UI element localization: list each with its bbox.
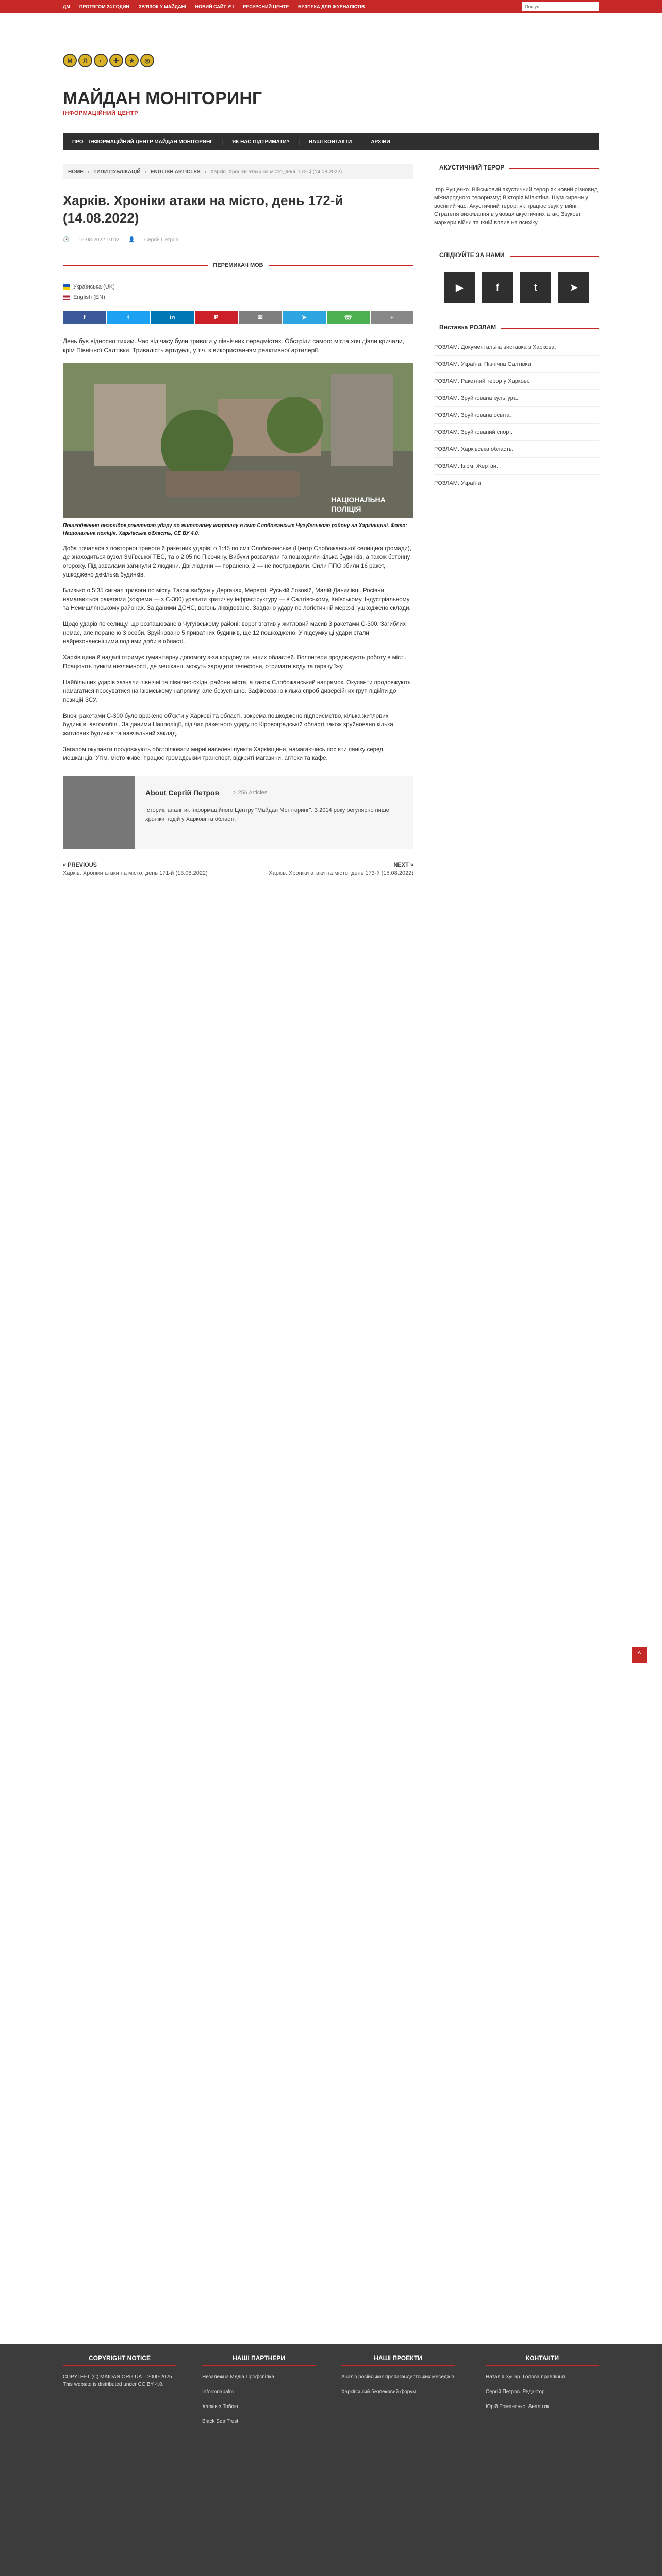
sidebar	[434, 164, 599, 492]
footer-link[interactable]: Сергій Петров. Редактор	[486, 2389, 545, 2395]
list-item[interactable]: РОЗЛАМ. Зруйнована культура.	[434, 390, 599, 407]
article-paragraph: Загалом окупанти продовжують обстрілювати мирні населені пункти Харківщини, намагаючись посіяти паніку серед мешканців. Утім, місто живе: працює громадський транспорт, відкриті магазини, аптеки та кафе.	[63, 747, 383, 761]
top-nav	[63, 4, 365, 9]
footer-link[interactable]: Наталія Зубар. Голова правління	[486, 2374, 565, 2380]
partner-logos	[63, 54, 154, 67]
flag-us-icon	[63, 295, 70, 300]
article-meta	[63, 237, 413, 243]
twitter-icon[interactable]: t	[520, 272, 551, 303]
breadcrumb-item[interactable]: HOME	[68, 168, 84, 175]
top-nav-item[interactable]: ПРОТЯГОМ 24 ГОДИН	[79, 4, 129, 9]
widget-heading: СЛІДКУЙТЕ ЗА НАМИ	[434, 251, 599, 262]
youtube-icon[interactable]: ▶	[444, 272, 475, 303]
logo-icon[interactable]: М	[63, 54, 77, 67]
exhibition-list	[434, 339, 599, 492]
breadcrumb-item[interactable]: ENGLISH ARTICLES	[150, 168, 201, 175]
footer-link[interactable]: Незалежна Медіа Профспілка	[202, 2374, 274, 2380]
main-nav-item[interactable]: АРХІВИ	[361, 139, 400, 145]
avatar[interactable]	[63, 776, 135, 849]
footer	[0, 2344, 662, 2576]
list-item[interactable]: РОЗЛАМ. Ракетний терор у Харкові.	[434, 373, 599, 390]
logo-icon[interactable]: ◎	[140, 54, 154, 67]
article-paragraph: Харківщина й надалі отримує гуманітарну допомогу з-за кордону та інших областей. Волонтери продовжують роботу в місті. Працюють пункти незламності, де мешканці можуть зарядити телефони, отримати воду та гарячу їжу.	[63, 655, 406, 670]
top-nav-item[interactable]: БЕЗПЕКА ДЛЯ ЖУРНАЛІСТІВ	[298, 4, 365, 9]
footer-link[interactable]: Аналіз російських пропагандистських меседжів	[341, 2374, 454, 2380]
main-nav-item[interactable]: ЯК НАС ПІДТРИМАТИ?	[223, 139, 300, 145]
email-share-button[interactable]: ✉	[239, 311, 282, 324]
footer-link[interactable]: Black Sea Trust	[202, 2419, 239, 2425]
author-name[interactable]: About Сергій Петров	[145, 789, 220, 797]
list-item[interactable]: РОЗЛАМ. Ізюм. Жертви.	[434, 458, 599, 475]
footer-column: КОНТАКТИ Наталія Зубар. Голова правління Сергій Петров. Редактор Юрій Романенко. Аналітик	[486, 2354, 599, 2418]
logo-icon[interactable]: Л	[78, 54, 92, 67]
widget-heading: Виставка РОЗЛАМ	[434, 324, 599, 334]
footer-column: НАШІ ПАРТНЕРИ Незалежна Медіа Профспілка Informnapalm Харків з Тобою Black Sea Trust	[202, 2354, 316, 2433]
site-header	[0, 13, 662, 116]
widget-text[interactable]: Ігор Рущенко. Військовий акустичний терор як новий різновид міжнародного тероризму; Вікторія Мілютіна. Шум сирени у воєнний час; Акустичний терор: як працює звук у війні; Стратегія виживання в умовах акустичних атак; Звукові маркери війни та їхній вплив на психіку.	[434, 187, 598, 226]
author-article-count: > 256 Articles	[233, 790, 268, 796]
top-nav-item[interactable]: ДМ	[63, 4, 70, 9]
telegram-share-button[interactable]: ➤	[283, 311, 325, 324]
top-bar	[0, 0, 662, 13]
language-option[interactable]: Українська (UK)	[63, 284, 413, 290]
scroll-to-top-button[interactable]: ^	[632, 1647, 647, 1663]
share-buttons	[63, 311, 413, 324]
site-title[interactable]: МАЙДАН МОНІТОРИНГ	[63, 89, 262, 108]
article-date: 15-08-2022 10:02	[78, 237, 120, 243]
user-icon: 👤	[128, 237, 135, 243]
top-nav-item[interactable]: ЗВ'ЯЗОК У МАЙДАНІ	[138, 4, 186, 9]
logo-icon[interactable]: ★	[125, 54, 139, 67]
top-nav-item[interactable]: НОВИЙ САЙТ УЧ	[195, 4, 234, 9]
post-navigation	[63, 862, 413, 876]
footer-link[interactable]: Харківський безпековий форум	[341, 2389, 416, 2395]
photo-caption: Пошкодження внаслідок ракетного удару по житловому кварталу в смт Слобожанське Чугуївського району на Харківщині. Фото: Національна поліція. Харківська область, СЕ ВУ 4.0.	[63, 523, 407, 536]
main-nav-item[interactable]: НАШІ КОНТАКТИ	[300, 139, 362, 145]
page-title: Харків. Хроніки атаки на місто, день 172-й (14.08.2022)	[63, 193, 343, 226]
breadcrumb-current: Харків. Хроніки атаки на місто, день 172-й (14.08.2022)	[210, 168, 342, 175]
article-paragraph: Вночі ракетами С-300 було вражено об'єкти у Харкові та області, зокрема пошкоджено підприємство, кілька житлових будинків, автомобілі. За даними Нацполіції, під час ракетного удару по Кіровоградській області також зруйновано кілька житлових будинків та навчальний заклад.	[63, 713, 393, 737]
list-item[interactable]: РОЗЛАМ. Харківська область.	[434, 441, 599, 458]
pinterest-share-button[interactable]: P	[195, 311, 238, 324]
article-photo	[63, 363, 413, 518]
main-nav	[63, 133, 599, 150]
author-box	[63, 776, 413, 849]
facebook-share-button[interactable]: f	[63, 311, 106, 324]
language-option[interactable]: English (EN)	[63, 294, 413, 300]
breadcrumb-item[interactable]: ТИПИ ПУБЛІКАЦІЙ	[93, 168, 141, 175]
article-paragraph: Близько о 5:35 сигнал тривоги по місту. Також вибухи у Дергачах, Мерефі, Руській Лозовій, Малій Данилівці. Росіяни намагаються ракетами (зокрема — з С-300) уразити критичну інфраструктуру — в Салтівському, Київському, Індустріальному та Немишлянському районах. За даними ДСНС, вогонь ліквідовано. Завдано удару по логістичній мережі, ушкоджено склади.	[63, 588, 411, 612]
widget-heading: АКУСТИЧНИЙ ТЕРОР	[434, 164, 599, 174]
flag-ua-icon	[63, 284, 70, 290]
next-post[interactable]: NEXT » Харків. Хроніки атаки на місто, день 173-й (15.08.2022)	[269, 862, 413, 876]
logo-icon[interactable]: ◐	[94, 54, 108, 67]
site-tagline: ІНФОРМАЦІЙНИЙ ЦЕНТР	[63, 110, 138, 116]
top-nav-item[interactable]: РЕСУРСНИЙ ЦЕНТР	[243, 4, 289, 9]
list-item[interactable]: РОЗЛАМ. Україна	[434, 475, 599, 492]
language-switcher-heading: ПЕРЕМИКАЧ МОВ	[63, 261, 413, 272]
breadcrumb: HOME › ТИПИ ПУБЛІКАЦІЙ › ENGLISH ARTICLES › Харків. Хроніки атаки на місто, день 172-й (14.08.2022)	[63, 164, 413, 179]
search-input[interactable]	[522, 2, 599, 11]
list-item[interactable]: РОЗЛАМ. Документальна виставка з Харкова.	[434, 339, 599, 356]
more-share-button[interactable]: +	[371, 311, 413, 324]
social-links	[434, 272, 599, 303]
main-nav-item[interactable]: ПРО – ІНФОРМАЦІЙНИЙ ЦЕНТР МАЙДАН МОНІТОРИНГ	[63, 139, 223, 145]
list-item[interactable]: РОЗЛАМ. Україна: Північна Салтівка	[434, 356, 599, 373]
footer-column: НАШІ ПРОЕКТИ Аналіз російських пропагандистських меседжів Харківський безпековий форум	[341, 2354, 454, 2395]
previous-post[interactable]: « PREVIOUS Харків. Хроніки атаки на місто, день 171-й (13.08.2022)	[63, 862, 208, 876]
footer-link[interactable]: Informnapalm	[202, 2389, 234, 2395]
article-lead: День був відносно тихим. Час від часу були тривоги у північних передмістях. Обстріли самого міста хоч діяли кричали, крім Північної Салтівки. Тривалість артдуелі, у т.ч. з використанням реактивної артилерії.	[63, 337, 404, 354]
article-author[interactable]: Сергій Петров	[144, 237, 178, 243]
footer-link[interactable]: Харків з Тобою	[202, 2404, 238, 2410]
linkedin-share-button[interactable]: in	[151, 311, 194, 324]
list-item[interactable]: РОЗЛАМ. Зруйнована освіта.	[434, 407, 599, 424]
clock-icon: 🕒	[63, 237, 70, 243]
language-switcher	[63, 284, 413, 300]
telegram-icon[interactable]: ➤	[558, 272, 589, 303]
article-content	[63, 164, 413, 876]
author-bio: Історик, аналітик Інформаційного Центру "Майдан Моніторинг". З 2014 року регулярно пише хроніки подій у Харкові та області.	[145, 807, 389, 822]
twitter-share-button[interactable]: t	[107, 311, 150, 324]
footer-column: COPYRIGHT NOTICE COPYLEFT (C) MAIDAN.ORG.UA – 2000-2025. This website is distributed under CC BY 4.0.	[63, 2354, 176, 2396]
logo-icon[interactable]: ✚	[109, 54, 123, 67]
article-paragraph: Доба почалася з повторної тривоги й ракетних ударів: о 1:45 по смт Слобожанське (Центр Слобожанської селищної громади), де знаходиться вузол Зміївської ТЕС, та о 2:05 по Пісочину. Вибухи розвалили та пошкодили кілька будинків, а також бетонну огорожу. Під завалами загинули 2 людини. Дві людини — поранено, 2 — не постраждали. Сили ППО збили 16 ракет, ушкоджено декілька будинків.	[63, 546, 411, 578]
whatsapp-share-button[interactable]: ☏	[327, 311, 370, 324]
footer-link[interactable]: Юрій Романенко. Аналітик	[486, 2404, 550, 2410]
svg-text:НАЦІОНАЛЬНА: НАЦІОНАЛЬНА	[331, 496, 386, 504]
footer-text: COPYLEFT (C) MAIDAN.ORG.UA – 2000-2025. This website is distributed under CC BY 4.0.	[63, 2374, 174, 2387]
article-paragraph: Щодо ударів по селищу, що розташоване в Чугуївському районі: ворог вгатив у житловий масив 3 ракетами С-300. Загиблих немає, але поранено 3 особи. Зруйновано 5 приватних будинків, ще 12 пошкоджено. У підсумку ці удари стали найрезонанснішими подіями доби в області.	[63, 621, 406, 645]
damaged-building-photo	[63, 363, 413, 518]
svg-text:ПОЛІЦІЯ: ПОЛІЦІЯ	[331, 505, 361, 513]
facebook-icon[interactable]: f	[482, 272, 513, 303]
list-item[interactable]: РОЗЛАМ. Зруйнований спорт.	[434, 424, 599, 441]
article-paragraph: Найбільших ударів зазнали північні та північно-східні райони міста, а також Слобожанський напрямок. Окупанти продовжують намагатися просуватися на Ізюмському напрямку, але безуспішно. Зафіксовано кілька спроб диверсійних груп підійти до позицій ЗСУ.	[63, 680, 411, 703]
